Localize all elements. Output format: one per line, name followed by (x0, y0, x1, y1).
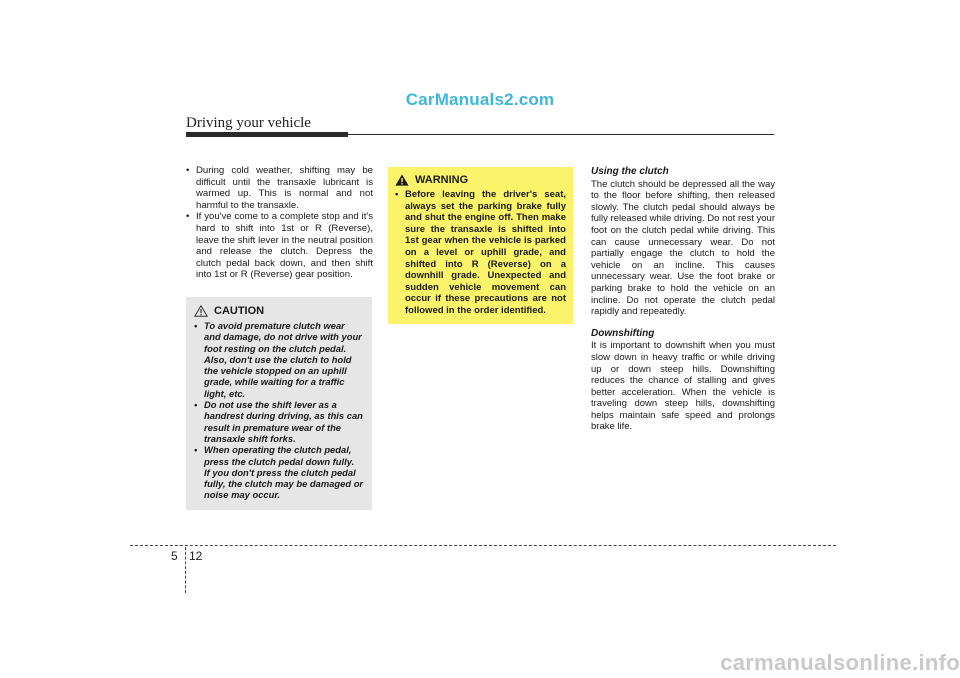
body-using-clutch: The clutch should be depressed all the way to the floor before shifting, then released slowly. The clutch pedal should always be fully released while driving. Do not rest your foot on the clutch pedal while driving. This can cause unnecessary wear. Do not partially engage the clutch to hold the vehicle on an incline. This causes unnecessary wear. Use the foot brake or parking brake to hold the vehicle on an incline. Do not operate the clutch pedal rapidly and repeatedly. (591, 178, 775, 318)
caution-item-handrest: • Do not use the shift lever as a handrest during driving, as this can result in premature wear of the transaxle shift forks. (194, 399, 364, 444)
caution-title-row (194, 305, 364, 317)
header-rule-thick (186, 132, 348, 137)
warning-item-parking: • Before leaving the driver's seat, always set the parking brake fully and shut the engine off. Then make sure the transaxle is shifted into 1st gear when the vehicle is parked on a level or uphill grade, and shifted into R (Reverse) on a downhill grade. Unexpected and sudden vehicle movement can occur if these precautions are not followed in the order identified. (395, 189, 566, 317)
caution-box (186, 297, 372, 510)
caution-item-clutch-wear: • To avoid premature clutch wear and damage, do not drive with your foot resting on the clutch pedal. Also, don't use the clutch to hold the vehicle stopped on an uphill grade, while waiting for a traffic light, etc. (194, 320, 364, 399)
warning-list (395, 189, 566, 317)
caution-extra-note: If you don't press the clutch pedal fully, the clutch may be damaged or noise may occur. (204, 466, 364, 501)
body-downshifting: It is important to downshift when you must slow down in heavy traffic or while driving up or down steep hills. Downshifting reduces the chance of stalling and gives better acceleration. When the vehicle is traveling down steep hills, downshifting helps maintain safe speed and prolongs brake life. (591, 340, 775, 433)
header-rule-thin (348, 134, 774, 135)
watermark-carmanuals2: CarManuals2.com (405, 90, 555, 109)
bullet-cold-weather: • During cold weather, shifting may be difficult until the transaxle lubricant is warmed up. This is normal and not harmful to the transaxle. (186, 165, 373, 211)
warning-triangle-icon (395, 174, 409, 186)
chapter-number: 5 (171, 549, 178, 563)
watermark-carmanualsonline: carmanualsonline.info (720, 650, 960, 675)
shifting-tips-list (186, 165, 373, 281)
page-header-title: Driving your vehicle (186, 115, 311, 131)
column-right (591, 166, 775, 443)
heading-using-clutch: Using the clutch (591, 166, 669, 177)
section-using-clutch (591, 166, 775, 318)
heading-downshifting: Downshifting (591, 327, 655, 339)
section-downshifting (591, 328, 775, 433)
column-left (186, 165, 373, 281)
warning-title-row (395, 174, 566, 186)
warning-title: WARNING (415, 174, 469, 186)
footer-dashed-rule (130, 545, 836, 546)
footer-vertical-rule (185, 547, 186, 593)
bullet-complete-stop: • If you've come to a complete stop and it's hard to shift into 1st or R (Reverse), leave the shift lever in the neutral position and release the clutch. Depress the clutch pedal back down, and then shift into 1st or R (Reverse) gear position. (186, 211, 373, 281)
warning-box (388, 167, 573, 324)
caution-title: CAUTION (214, 305, 265, 317)
caution-list (194, 320, 364, 467)
caution-triangle-icon (194, 305, 208, 317)
page-number: 12 (189, 549, 203, 563)
caution-item-press-fully: • When operating the clutch pedal, press the clutch pedal down fully. (194, 444, 364, 467)
